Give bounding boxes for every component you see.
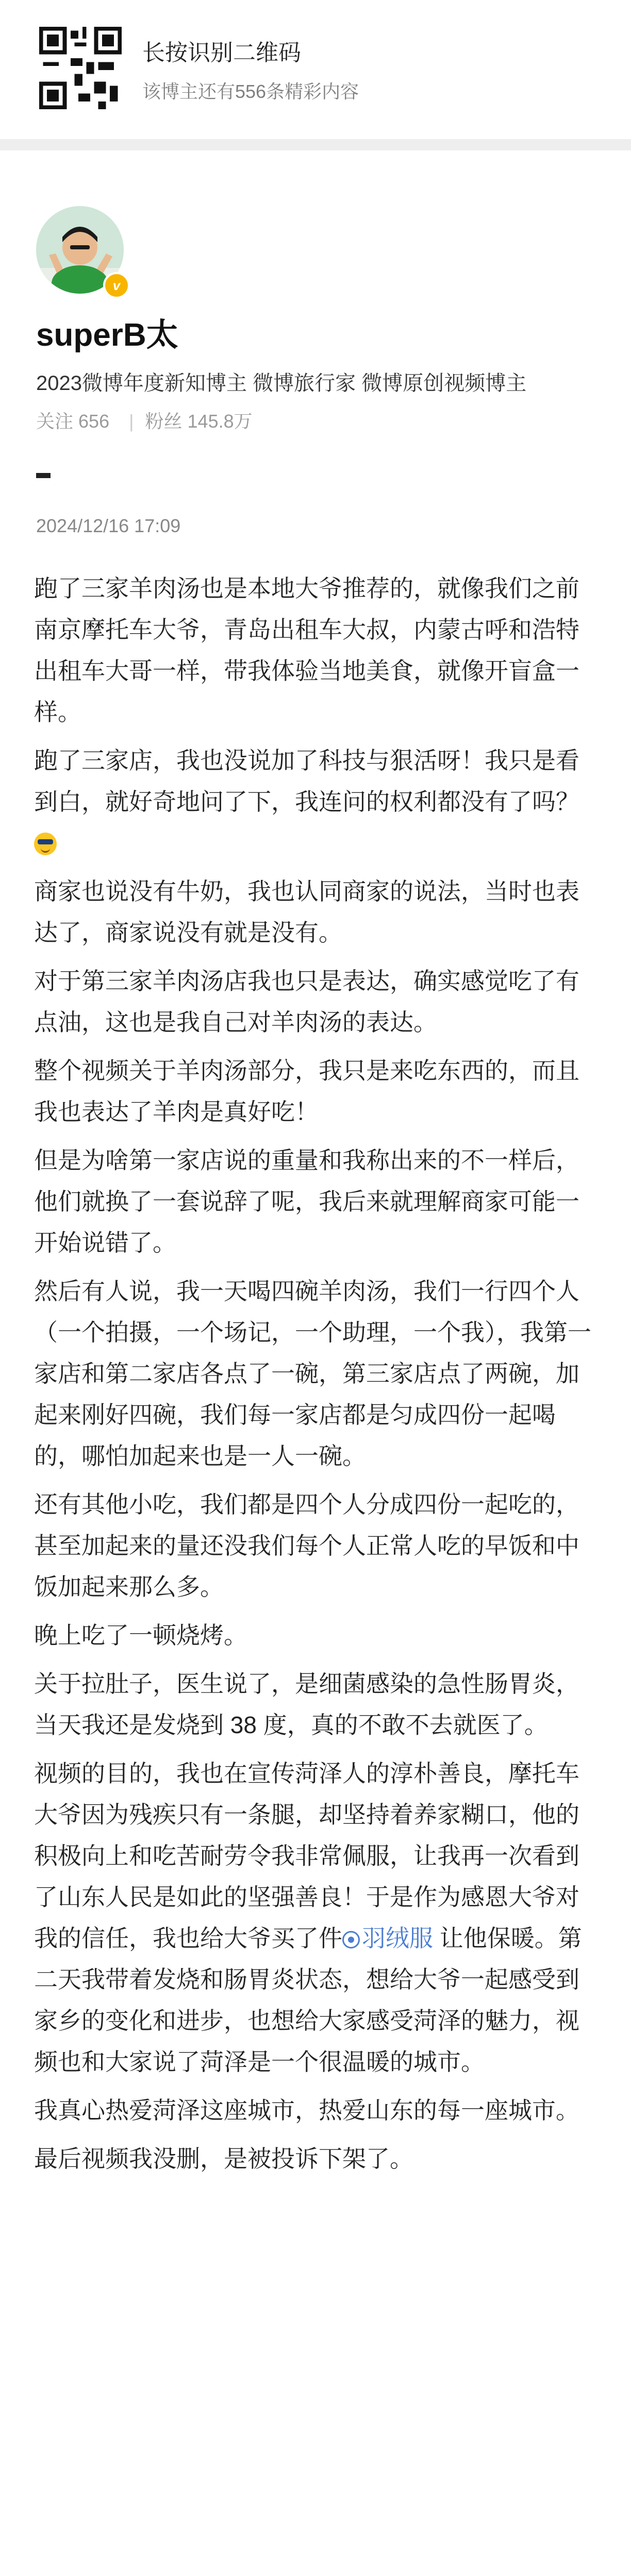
follow-label: 关注	[36, 411, 74, 432]
qr-banner[interactable]	[0, 0, 631, 139]
fans-label: 粉丝	[145, 411, 182, 432]
divider	[36, 473, 51, 478]
user-stats: 关注 656 | 粉丝 145.8万	[36, 411, 253, 432]
paragraph: 关于拉肚子，医生说了，是细菌感染的急性肠胃炎，当天我还是发烧到 38 度，真的不敢不去就医了。	[34, 1670, 579, 1738]
paragraph: 我真心热爱菏泽这座城市，热爱山东的每一座城市。	[34, 2097, 579, 2124]
paragraph: 跑了三家羊肉汤也是本地大爷推荐的，就像我们之前南京摩托车大爷，青岛出租车大叔，内蒙古呼和浩特出租车大哥一样，带我体验当地美食，就像开盲盒一样。	[34, 575, 579, 725]
paragraph: 对于第三家羊肉汤店我也只是表达，确实感觉吃了有点油，这也是我自己对羊肉汤的表达。	[34, 968, 579, 1036]
divider	[0, 139, 631, 150]
fans-count: 145.8万	[187, 411, 253, 432]
paragraph: 晚上吃了一顿烧烤。	[34, 1622, 247, 1649]
paragraph: 商家也说没有牛奶，我也认同商家的说法，当时也表达了，商家说没有就是没有。	[34, 878, 579, 946]
paragraph: 然后有人说，我一天喝四碗羊肉汤，我们一行四个人（一个拍摄，一个场记，一个助理，一个我），我第一家店和第二家店各点了一碗，第三家店点了两碗，加起来刚好四碗，我们每一家店都是匀成四份一起喝的，哪怕加起来也是一人一碗。	[34, 1278, 591, 1469]
paragraph: 跑了三家店，我也没说加了科技与狠活呀！我只是看到白，就好奇地问了下，我连问的权利都没有了吗？	[34, 740, 597, 863]
follow-count: 656	[78, 411, 110, 432]
paragraph: 但是为啥第一家店说的重量和我称出来的不一样后，他们就换了一套说辞了呢，我后来就理解商家可能一开始说错了。	[34, 1147, 579, 1256]
banner-subtitle: 该博主还有556条精彩内容	[142, 81, 359, 102]
sunglasses-emoji-icon	[34, 833, 57, 855]
username[interactable]: superB太	[36, 317, 178, 353]
product-link[interactable]: 羽绒服	[342, 1925, 433, 1952]
user-description: 2023微博年度新知博主 微博旅行家 微博原创视频博主	[36, 372, 527, 395]
product-link-icon	[342, 1931, 360, 1948]
article-body	[34, 568, 597, 2187]
paragraph: 还有其他小吃，我们都是四个人分成四份一起吃的，甚至加起来的量还没我们每个人正常人吃的早饭和中饭加起来那么多。	[34, 1491, 579, 1600]
banner-title: 长按识别二维码	[142, 40, 301, 65]
qr-code-icon[interactable]	[39, 27, 122, 109]
paragraph: 视频的目的，我也在宣传菏泽人的淳朴善良，摩托车大爷因为残疾只有一条腿，却坚持着养家糊口，他的积极向上和吃苦耐劳令我非常佩服，让我再一次看到了山东人民是如此的坚强善良！于是作为感恩大爷对我的信任，我也给大爷买了件 羽绒服 让他保暖。第二天我带着发烧和肠胃炎状态，想给大爷一起感受到家乡的变化和进步，也想给大家感受菏泽的魅力，视频也和大家说了菏泽是一个很温暖的城市。	[34, 1760, 582, 2075]
verified-badge-icon: v	[103, 272, 130, 299]
post-date: 2024/12/16 17:09	[36, 515, 181, 536]
paragraph: 整个视频关于羊肉汤部分，我只是来吃东西的，而且我也表达了羊肉是真好吃！	[34, 1057, 579, 1125]
paragraph: 最后视频我没删，是被投诉下架了。	[34, 2145, 413, 2172]
